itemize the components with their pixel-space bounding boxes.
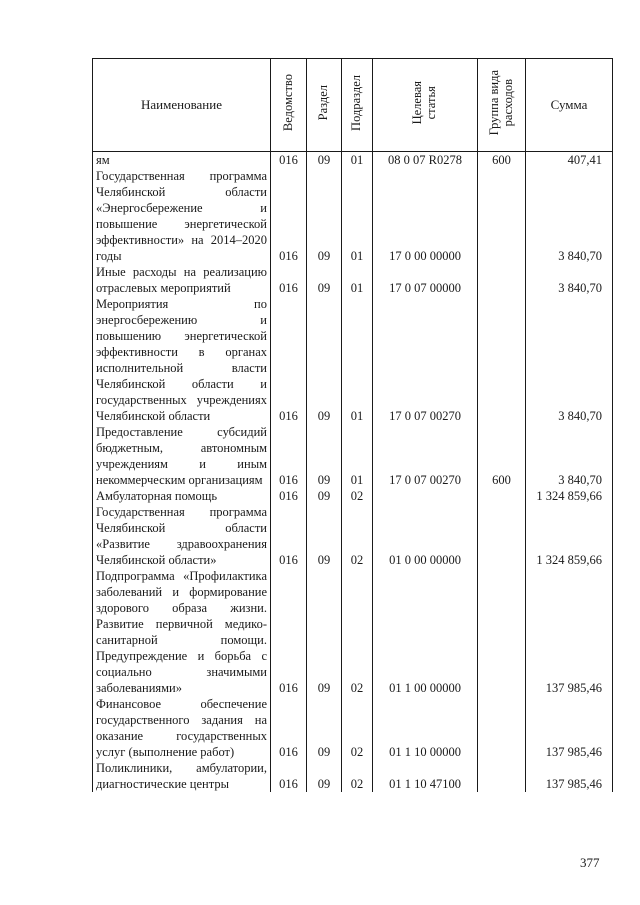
cell-dept: 016 bbox=[271, 264, 307, 296]
cell-target: 01 1 00 00000 bbox=[373, 568, 478, 696]
cell-sum: 1 324 859,66 bbox=[526, 504, 613, 568]
table-row bbox=[93, 152, 613, 169]
cell-target: 17 0 07 00000 bbox=[373, 264, 478, 296]
cell-group bbox=[478, 760, 526, 792]
cell-target: 01 1 10 47100 bbox=[373, 760, 478, 792]
cell-sum: 137 985,46 bbox=[526, 760, 613, 792]
table-row bbox=[93, 168, 613, 264]
cell-group bbox=[478, 264, 526, 296]
cell-subsection: 01 bbox=[342, 424, 373, 488]
table-row bbox=[93, 696, 613, 760]
cell-group bbox=[478, 168, 526, 264]
cell-subsection: 02 bbox=[342, 696, 373, 760]
cell-group bbox=[478, 488, 526, 504]
cell-name: Государственная программа Челябинской области «Развитие здравоохранения Челябинской области» bbox=[93, 504, 271, 568]
cell-sum: 137 985,46 bbox=[526, 696, 613, 760]
cell-section: 09 bbox=[307, 296, 342, 424]
cell-sum: 3 840,70 bbox=[526, 168, 613, 264]
cell-section: 09 bbox=[307, 152, 342, 169]
cell-target: 01 1 10 00000 bbox=[373, 696, 478, 760]
cell-sum: 3 840,70 bbox=[526, 264, 613, 296]
table-row bbox=[93, 504, 613, 568]
table-header-row bbox=[93, 59, 613, 152]
cell-dept: 016 bbox=[271, 152, 307, 169]
cell-group bbox=[478, 504, 526, 568]
cell-sum: 407,41 bbox=[526, 152, 613, 169]
header-sum: Сумма bbox=[526, 59, 613, 152]
table-row bbox=[93, 760, 613, 792]
cell-group: 600 bbox=[478, 424, 526, 488]
cell-sum: 137 985,46 bbox=[526, 568, 613, 696]
cell-subsection: 02 bbox=[342, 568, 373, 696]
cell-target: 17 0 00 00000 bbox=[373, 168, 478, 264]
cell-section: 09 bbox=[307, 424, 342, 488]
cell-group: 600 bbox=[478, 152, 526, 169]
cell-name: Государственная программа Челябинской области «Энергосбережение и повышение энергетической эффективности» на 2014–2020 годы bbox=[93, 168, 271, 264]
cell-dept: 016 bbox=[271, 696, 307, 760]
cell-target: 01 0 00 00000 bbox=[373, 504, 478, 568]
cell-section: 09 bbox=[307, 504, 342, 568]
cell-dept: 016 bbox=[271, 296, 307, 424]
header-dept: Ведомство bbox=[271, 59, 307, 152]
cell-name: Амбулаторная помощь bbox=[93, 488, 271, 504]
cell-dept: 016 bbox=[271, 568, 307, 696]
cell-subsection: 02 bbox=[342, 504, 373, 568]
cell-dept: 016 bbox=[271, 168, 307, 264]
header-name: Наименование bbox=[93, 59, 271, 152]
cell-dept: 016 bbox=[271, 424, 307, 488]
cell-section: 09 bbox=[307, 488, 342, 504]
cell-name: Подпрограмма «Профилактика заболеваний и формирование здорового образа жизни. Развитие первичной медико-санитарной помощи. Предупреждение и борьба с социально значимыми заболеваниями» bbox=[93, 568, 271, 696]
table-row bbox=[93, 488, 613, 504]
header-subsection: Подраздел bbox=[342, 59, 373, 152]
table-row bbox=[93, 264, 613, 296]
cell-subsection: 01 bbox=[342, 152, 373, 169]
cell-group bbox=[478, 696, 526, 760]
cell-name: Поликлиники, амбулатории, диагностические центры bbox=[93, 760, 271, 792]
header-target: Целевая статья bbox=[373, 59, 478, 152]
table-row bbox=[93, 568, 613, 696]
cell-section: 09 bbox=[307, 264, 342, 296]
cell-name: ям bbox=[93, 152, 271, 169]
cell-subsection: 01 bbox=[342, 168, 373, 264]
cell-target bbox=[373, 488, 478, 504]
header-section: Раздел bbox=[307, 59, 342, 152]
cell-subsection: 01 bbox=[342, 296, 373, 424]
cell-target: 17 0 07 00270 bbox=[373, 424, 478, 488]
cell-dept: 016 bbox=[271, 504, 307, 568]
cell-name: Мероприятия по энергосбережению и повышению энергетической эффективности в органах исполнительной власти Челябинской области и государственных учреждениях Челябинской области bbox=[93, 296, 271, 424]
budget-table bbox=[92, 58, 613, 792]
cell-subsection: 02 bbox=[342, 488, 373, 504]
cell-name: Иные расходы на реализацию отраслевых мероприятий bbox=[93, 264, 271, 296]
cell-dept: 016 bbox=[271, 488, 307, 504]
cell-name: Предоставление субсидий бюджетным, автономным учреждениям и иным некоммерческим организациям bbox=[93, 424, 271, 488]
header-group: Группа вида расходов bbox=[478, 59, 526, 152]
cell-target: 17 0 07 00270 bbox=[373, 296, 478, 424]
table-row bbox=[93, 424, 613, 488]
cell-section: 09 bbox=[307, 168, 342, 264]
cell-section: 09 bbox=[307, 568, 342, 696]
cell-group bbox=[478, 296, 526, 424]
cell-subsection: 01 bbox=[342, 264, 373, 296]
cell-sum: 3 840,70 bbox=[526, 296, 613, 424]
table-row bbox=[93, 296, 613, 424]
cell-sum: 3 840,70 bbox=[526, 424, 613, 488]
cell-section: 09 bbox=[307, 696, 342, 760]
cell-dept: 016 bbox=[271, 760, 307, 792]
cell-sum: 1 324 859,66 bbox=[526, 488, 613, 504]
cell-subsection: 02 bbox=[342, 760, 373, 792]
cell-section: 09 bbox=[307, 760, 342, 792]
cell-target: 08 0 07 R0278 bbox=[373, 152, 478, 169]
cell-name: Финансовое обеспечение государственного задания на оказание государственных услуг (выполнение работ) bbox=[93, 696, 271, 760]
cell-group bbox=[478, 568, 526, 696]
page-number: 377 bbox=[580, 855, 600, 870]
